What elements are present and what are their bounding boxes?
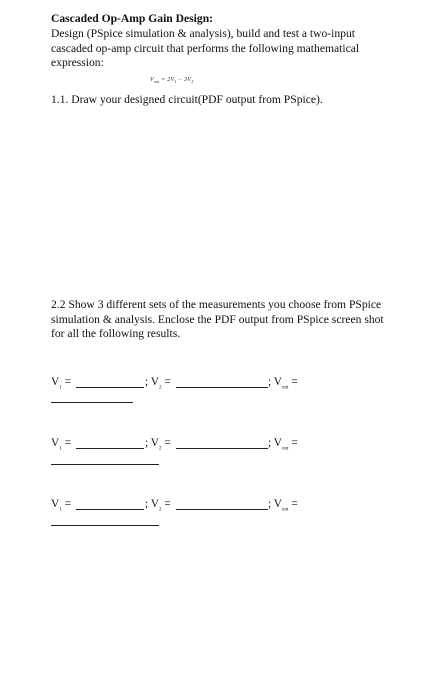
v1-label: $V_1$ = xyxy=(51,437,72,452)
vout-input-line-3[interactable] xyxy=(51,525,159,526)
measurement-row-3 xyxy=(51,498,411,514)
v1-label: $V_1$ = xyxy=(51,498,72,513)
v2-label: ; $V_2$ = xyxy=(145,437,171,452)
section-2-2-text: 2.2 Show 3 different sets of the measurements you choose from PSpice simulation & analysis. Enclose the PDF output from PSpice screen shot for all the following results. xyxy=(51,298,384,341)
measurement-row-2 xyxy=(51,437,411,453)
section-1-1-text: 1.1. Draw your designed circuit(PDF output from PSpice). xyxy=(51,93,323,106)
vout-input-line-2[interactable] xyxy=(51,464,159,465)
page-title: Cascaded Op-Amp Gain Design: xyxy=(51,12,214,25)
v1-input-line[interactable] xyxy=(76,448,144,449)
vout-input-line-1[interactable] xyxy=(51,402,133,403)
v2-label: ; $V_2$ = xyxy=(145,376,171,391)
v2-input-line[interactable] xyxy=(176,387,268,388)
vout-label: ; $V_{out}$ = xyxy=(268,376,298,391)
intro-paragraph: Design (PSpice simulation & analysis), build and test a two-input cascaded op-amp circuit that performs the following mathematical expression: xyxy=(51,27,360,70)
v1-input-line[interactable] xyxy=(76,387,144,388)
v1-input-line[interactable] xyxy=(76,509,144,510)
v2-label: ; $V_2$ = xyxy=(145,498,171,513)
equation: $V_{out} = 2V_1 - 3V_2$ xyxy=(150,77,194,85)
v2-input-line[interactable] xyxy=(176,448,268,449)
vout-label: ; $V_{out}$ = xyxy=(268,437,298,452)
vout-label: ; $V_{out}$ = xyxy=(268,498,298,513)
v1-label: $V_1$ = xyxy=(51,376,72,391)
measurement-row-1 xyxy=(51,376,411,392)
v2-input-line[interactable] xyxy=(176,509,268,510)
